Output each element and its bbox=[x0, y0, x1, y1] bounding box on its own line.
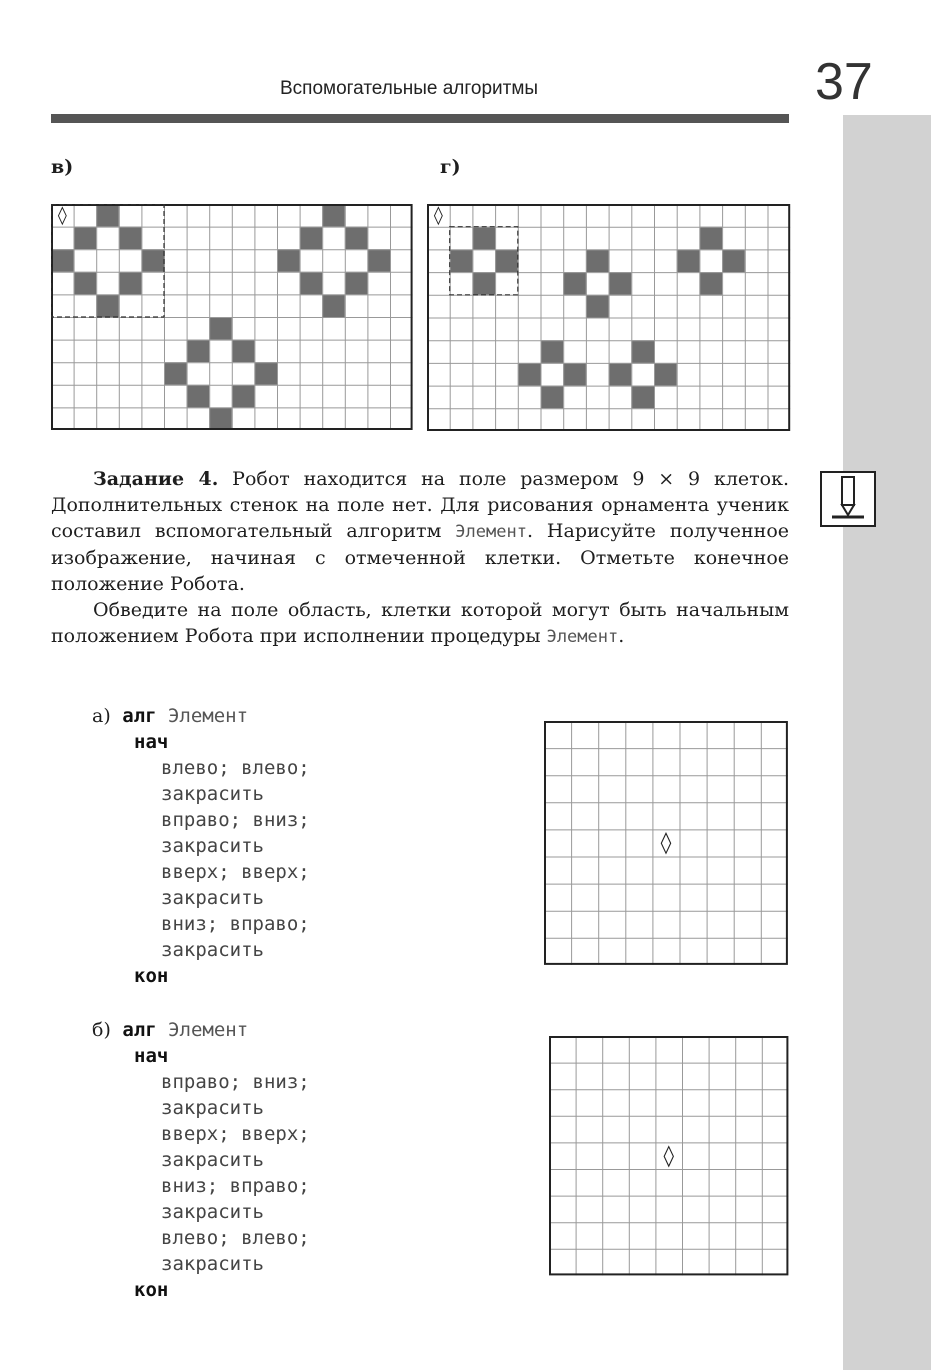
procedure-name: Элемент bbox=[455, 522, 527, 542]
robot-start-marker: ◊ bbox=[433, 205, 443, 227]
filled-cell bbox=[450, 249, 473, 272]
filled-cell bbox=[654, 363, 677, 386]
filled-cell bbox=[518, 363, 541, 386]
filled-cell bbox=[586, 295, 609, 318]
filled-cell bbox=[96, 204, 119, 227]
algorithm-a: а) алг Элемент нач влево; влево; закрасить вправо; вниз; закрасить вверх; вверх; закрасить вниз; вправо; закрасить кон bbox=[92, 705, 310, 987]
figure-label-g: г) bbox=[440, 156, 461, 178]
filled-cell bbox=[187, 385, 210, 408]
filled-cell bbox=[586, 249, 609, 272]
robot-field-b bbox=[549, 1036, 789, 1276]
filled-cell bbox=[51, 249, 74, 272]
procedure-name: Элемент bbox=[546, 627, 619, 647]
filled-cell bbox=[232, 385, 255, 408]
task-4-paragraph-1: Задание 4. Робот находится на поле размером 9 × 9 клеток. Дополнительных стенок на поле нет. Для рисования орнамента ученик составил вспомогательный алгоритм Элемент. Нарисуйте полученное изображение, начиная с отмеченной клетки. Отметьте конечное положение Робота. bbox=[51, 468, 790, 595]
task-4-text bbox=[51, 466, 789, 650]
filled-cell bbox=[141, 249, 164, 272]
filled-cell bbox=[345, 227, 368, 250]
filled-cell bbox=[322, 204, 345, 227]
robot-start-marker: ◊ bbox=[57, 204, 67, 226]
task-4-paragraph-2: Обведите на поле область, клетки которой могут быть начальным положением Робота при исполнении процедуры Элемент. bbox=[51, 599, 789, 647]
robot-start-marker: ◊ bbox=[660, 830, 672, 856]
filled-cell bbox=[164, 362, 187, 385]
filled-cell bbox=[209, 317, 232, 340]
filled-cell bbox=[187, 340, 210, 363]
algorithm-b: б) алг Элемент нач вправо; вниз; закрасить вверх; вверх; закрасить вниз; вправо; закрасить влево; влево; закрасить кон bbox=[92, 1019, 310, 1301]
header-rule bbox=[51, 114, 789, 123]
ornament-grid-v bbox=[51, 204, 414, 432]
filled-cell bbox=[119, 227, 142, 250]
filled-cell bbox=[677, 249, 700, 272]
task-4-title: Задание 4. bbox=[93, 468, 219, 490]
filled-cell bbox=[609, 272, 632, 295]
filled-cell bbox=[322, 294, 345, 317]
filled-cell bbox=[300, 272, 323, 295]
filled-cell bbox=[232, 340, 255, 363]
filled-cell bbox=[209, 407, 232, 430]
algorithm-label: б) bbox=[92, 1019, 111, 1041]
filled-cell bbox=[541, 386, 564, 409]
running-header: Вспомогательные алгоритмы bbox=[280, 78, 539, 99]
filled-cell bbox=[300, 227, 323, 250]
filled-cell bbox=[472, 272, 495, 295]
filled-cell bbox=[277, 249, 300, 272]
filled-cell bbox=[367, 249, 390, 272]
filled-cell bbox=[541, 340, 564, 363]
filled-cell bbox=[563, 363, 586, 386]
filled-cell bbox=[563, 272, 586, 295]
filled-cell bbox=[254, 362, 277, 385]
filled-cell bbox=[74, 227, 97, 250]
page-side-strip bbox=[843, 115, 931, 1370]
filled-cell bbox=[699, 272, 722, 295]
filled-cell bbox=[345, 272, 368, 295]
ornament-grid-g bbox=[427, 204, 791, 432]
drawing-task-icon bbox=[820, 471, 876, 527]
filled-cell bbox=[631, 386, 654, 409]
figure-label-v: в) bbox=[51, 156, 74, 178]
filled-cell bbox=[96, 294, 119, 317]
filled-cell bbox=[74, 272, 97, 295]
robot-start-marker: ◊ bbox=[663, 1143, 674, 1169]
filled-cell bbox=[119, 272, 142, 295]
page-number: 37 bbox=[815, 53, 873, 111]
filled-cell bbox=[472, 227, 495, 250]
filled-cell bbox=[722, 249, 745, 272]
filled-cell bbox=[609, 363, 632, 386]
filled-cell bbox=[495, 249, 518, 272]
filled-cell bbox=[699, 227, 722, 250]
algorithm-label: а) bbox=[92, 705, 111, 727]
robot-field-a bbox=[544, 721, 789, 966]
filled-cell bbox=[631, 340, 654, 363]
